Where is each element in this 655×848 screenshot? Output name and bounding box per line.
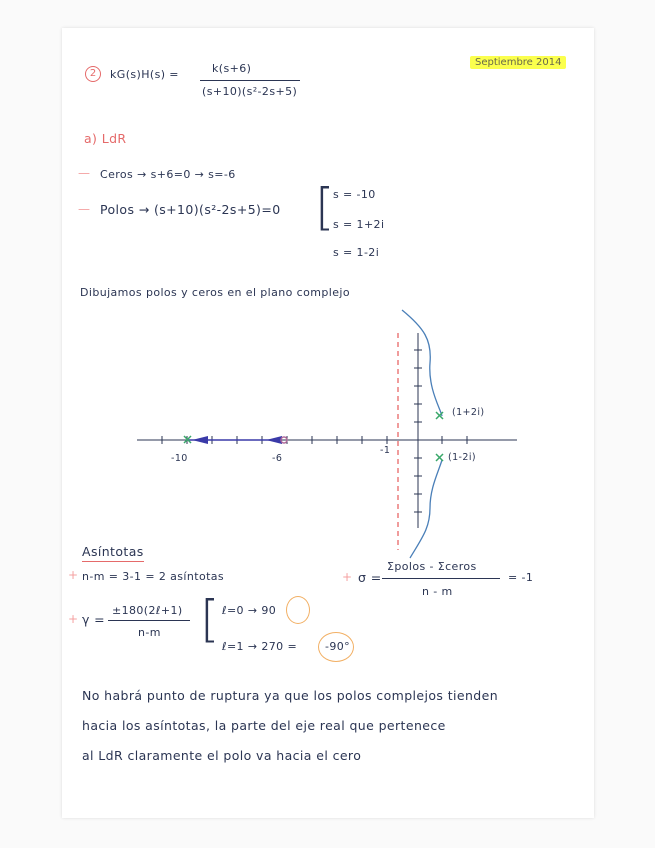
pole-upper-label: (1+2i) <box>452 407 485 418</box>
pole-lower-label: (1-2i) <box>448 452 476 463</box>
gamma-brace: [ <box>200 590 220 648</box>
bullet-plus: + <box>68 568 79 582</box>
sigma-numerator: Σpolos - Σceros <box>387 560 477 573</box>
brace: [ <box>315 178 335 236</box>
locus-branch-lower <box>410 460 442 558</box>
transfer-function-denominator: (s+10)(s²-2s+5) <box>202 85 298 98</box>
pole-1: s = -10 <box>333 188 376 201</box>
transfer-function-numerator: k(s+6) <box>212 62 252 75</box>
sigma-fraction-bar <box>382 578 500 579</box>
conclusion-line-1: No habrá punto de ruptura ya que los polos complejos tienden <box>82 688 499 703</box>
gamma-case-1: ℓ=0 → 90 <box>222 604 277 617</box>
notebook-page <box>62 28 594 818</box>
locus-branch-upper <box>402 310 442 416</box>
highlight-90 <box>286 596 310 624</box>
gamma-denominator: n-m <box>138 626 161 639</box>
polos-line: Polos → (s+10)(s²-2s+5)=0 <box>100 202 281 217</box>
pole-2: s = 1+2i <box>333 218 385 231</box>
tick-label-minus10: -10 <box>171 453 188 464</box>
tick-label-minus1: -1 <box>380 445 391 456</box>
bullet-dash: — <box>78 166 90 180</box>
gamma-numerator: ±180(2ℓ+1) <box>112 604 183 617</box>
gamma-case-2-value: -90° <box>325 640 351 653</box>
sigma-lhs: σ = <box>358 570 382 585</box>
sigma-denominator: n - m <box>422 585 453 598</box>
problem-number: 2 <box>85 66 101 82</box>
highlight-minus90 <box>318 632 354 662</box>
sigma-result: = -1 <box>508 571 534 584</box>
asintotas-underline <box>82 561 144 562</box>
pole-3: s = 1-2i <box>333 246 380 259</box>
bullet-dash: — <box>78 202 90 216</box>
transfer-function-lhs: kG(s)H(s) = <box>110 68 179 81</box>
conclusion-line-2: hacia los asíntotas, la parte del eje real que pertenece <box>82 718 446 733</box>
bullet-plus: + <box>68 612 79 626</box>
date-highlight: Septiembre 2014 <box>470 56 566 69</box>
pole-marker-lower <box>436 454 443 461</box>
bullet-plus: + <box>342 570 353 584</box>
section-a-title: a) LdR <box>84 131 127 146</box>
gamma-case-2-prefix: ℓ=1 → 270 = <box>222 640 298 653</box>
ceros-line: Ceros → s+6=0 → s=-6 <box>100 168 236 181</box>
plot-intro: Dibujamos polos y ceros en el plano complejo <box>80 286 350 299</box>
asintotas-title: Asíntotas <box>82 544 144 559</box>
tick-label-minus6: -6 <box>272 453 283 464</box>
asymptote-count: n-m = 3-1 = 2 asíntotas <box>82 570 225 583</box>
gamma-lhs: γ = <box>82 612 106 627</box>
gamma-fraction-bar <box>108 620 190 621</box>
conclusion-line-3: al LdR claramente el polo va hacia el cero <box>82 748 362 763</box>
